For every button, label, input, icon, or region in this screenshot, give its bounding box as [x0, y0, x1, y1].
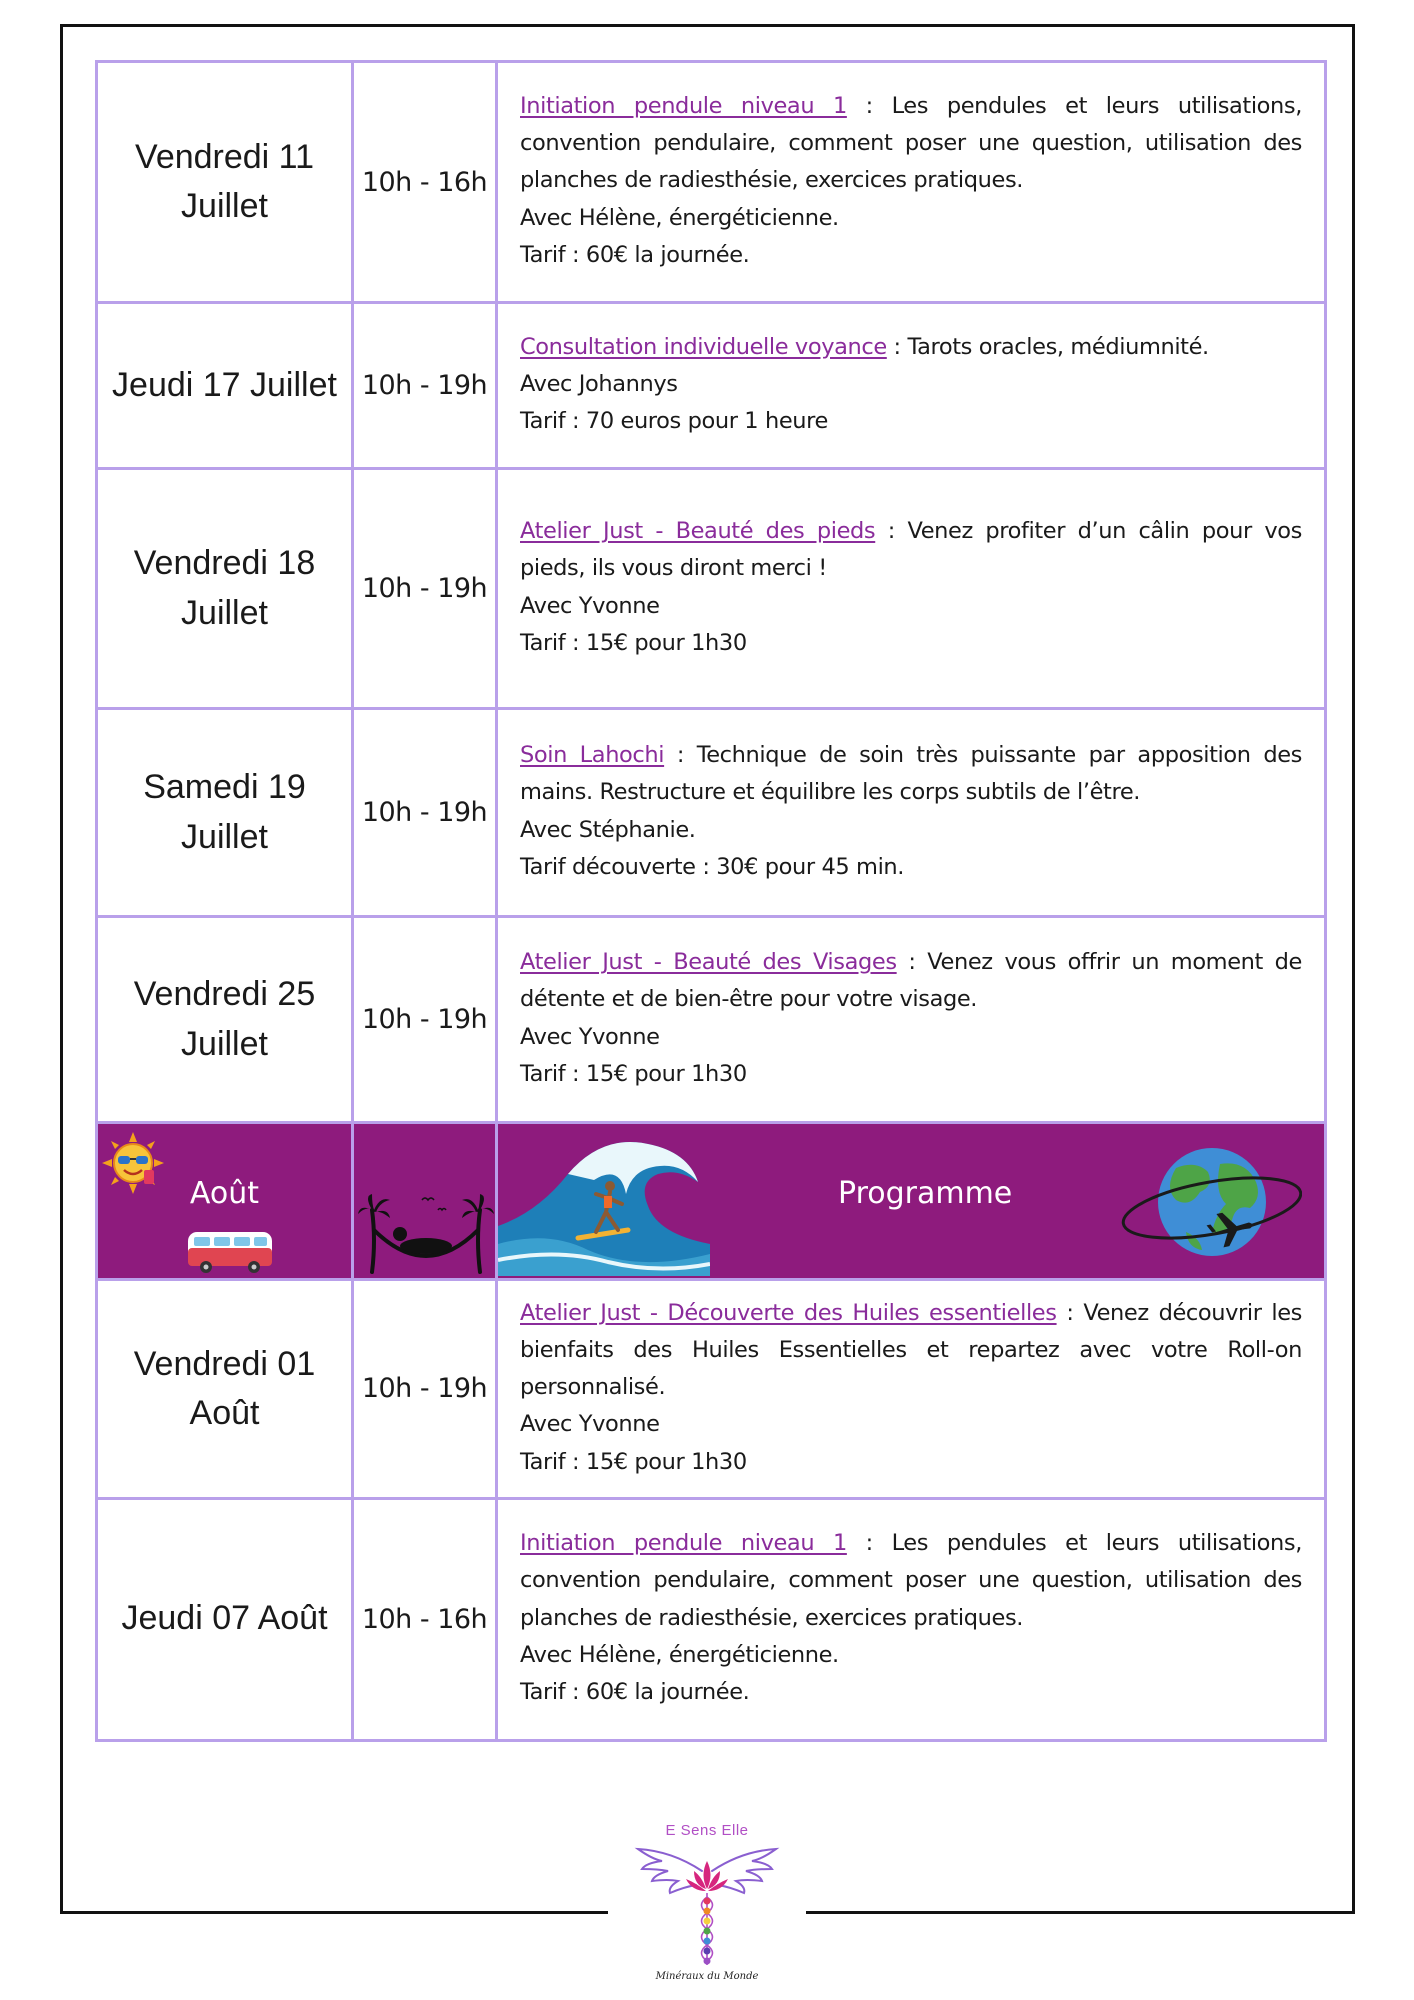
description-cell: [497, 62, 1326, 303]
time-cell: 10h - 19h: [353, 917, 497, 1123]
event-description: : Tarots oracles, médiumnité.: [886, 333, 1209, 360]
description-cell: [497, 917, 1326, 1123]
event-price: Tarif découverte : 30€ pour 45 min.: [520, 853, 905, 880]
time-cell: 10h - 16h: [353, 62, 497, 303]
event-description: : Les pendules et leurs utilisations, convention pendulaire, comment poser une question, utilisation des planches de radiesthésie, exercices pratiques.: [520, 1530, 1302, 1631]
event-description: : Venez vous offrir un moment de détente et de bien-être pour votre visage.: [520, 949, 1302, 1013]
month-banner: [97, 1123, 1326, 1280]
schedule-table: [95, 60, 1327, 1742]
table-row: [97, 303, 1326, 469]
page-frame-left: [60, 24, 63, 1914]
page-frame-top: [60, 24, 1355, 27]
event-price: Tarif : 15€ pour 1h30: [520, 1448, 747, 1475]
month-label: Août: [189, 1176, 260, 1211]
table-row: [97, 917, 1326, 1123]
event-price: Tarif : 60€ la journée.: [520, 241, 750, 268]
date-cell: Vendredi 01 Août: [97, 1280, 353, 1499]
event-description: : Venez profiter d’un câlin pour vos pieds, ils vous diront merci !: [520, 518, 1302, 582]
lotus-wings-icon: [632, 1841, 782, 1969]
time-cell: 10h - 19h: [353, 469, 497, 709]
brand-tagline: Minéraux du Monde: [655, 1971, 759, 1982]
event-title-link[interactable]: Consultation individuelle voyance: [520, 333, 887, 360]
table-row: [97, 1498, 1326, 1740]
time-cell: 10h - 16h: [353, 1498, 497, 1740]
time-cell: 10h - 19h: [353, 1280, 497, 1499]
event-price: Tarif : 70 euros pour 1 heure: [520, 408, 828, 435]
date-cell: Vendredi 11 Juillet: [97, 62, 353, 303]
event-price: Tarif : 60€ la journée.: [520, 1678, 750, 1705]
time-cell: 10h - 19h: [353, 303, 497, 469]
event-title-link[interactable]: Atelier Just - Beauté des pieds: [520, 518, 876, 545]
date-cell: Vendredi 25 Juillet: [97, 917, 353, 1123]
event-description: : Les pendules et leurs utilisations, convention pendulaire, comment poser une question, utilisation des planches de radiesthésie, exercices pratiques.: [520, 93, 1302, 194]
event-host: Avec Yvonne: [520, 1023, 660, 1050]
date-cell: Jeudi 17 Juillet: [97, 303, 353, 469]
event-title-link[interactable]: Atelier Just - Découverte des Huiles essentielles: [520, 1300, 1057, 1326]
event-price: Tarif : 15€ pour 1h30: [520, 1060, 747, 1087]
wave-surfer-icon: [498, 1134, 710, 1276]
time-cell: 10h - 19h: [353, 709, 497, 917]
event-host: Avec Yvonne: [520, 1411, 660, 1438]
programme-label: Programme: [838, 1176, 1013, 1211]
description-cell: [497, 1498, 1326, 1740]
description-cell: [497, 1280, 1326, 1499]
table-row: [97, 709, 1326, 917]
description-cell: [497, 303, 1326, 469]
description-cell: [497, 709, 1326, 917]
table-row: [97, 1280, 1326, 1499]
event-host: Avec Stéphanie.: [520, 816, 696, 843]
event-host: Avec Hélène, énergéticienne.: [520, 204, 839, 231]
programme-cell: [497, 1123, 1326, 1280]
event-title-link[interactable]: Initiation pendule niveau 1: [520, 93, 847, 120]
hammock-cell: [353, 1123, 497, 1280]
event-title-link[interactable]: Initiation pendule niveau 1: [520, 1530, 847, 1557]
event-price: Tarif : 15€ pour 1h30: [520, 629, 747, 656]
date-cell: Jeudi 07 Août: [97, 1498, 353, 1740]
date-cell: Vendredi 18 Juillet: [97, 469, 353, 709]
description-cell: [497, 469, 1326, 709]
event-description: : Venez découvrir les bienfaits des Huiles Essentielles et repartez avec votre Roll-on personnalisé.: [520, 1300, 1302, 1401]
page-frame-bottom-right: [806, 1911, 1355, 1914]
event-host: Avec Hélène, énergéticienne.: [520, 1641, 839, 1668]
date-cell: Samedi 19 Juillet: [97, 709, 353, 917]
hammock-icon: [358, 1190, 494, 1274]
event-description: : Technique de soin très puissante par apposition des mains. Restructure et équilibre les corps subtils de l’être.: [520, 742, 1302, 806]
globe-plane-icon: [1116, 1138, 1302, 1266]
month-cell: [97, 1123, 353, 1280]
van-icon: [184, 1228, 276, 1274]
page-frame-bottom-left: [60, 1911, 608, 1914]
table-row: [97, 469, 1326, 709]
table-row: [97, 62, 1326, 303]
page-frame-right: [1352, 24, 1355, 1914]
brand-name: E Sens Elle: [665, 1822, 749, 1839]
event-title-link[interactable]: Atelier Just - Beauté des Visages: [520, 949, 897, 976]
brand-logo: [612, 1822, 802, 1994]
event-host: Avec Yvonne: [520, 592, 660, 619]
event-title-link[interactable]: Soin Lahochi: [520, 742, 665, 769]
event-host: Avec Johannys: [520, 370, 678, 397]
